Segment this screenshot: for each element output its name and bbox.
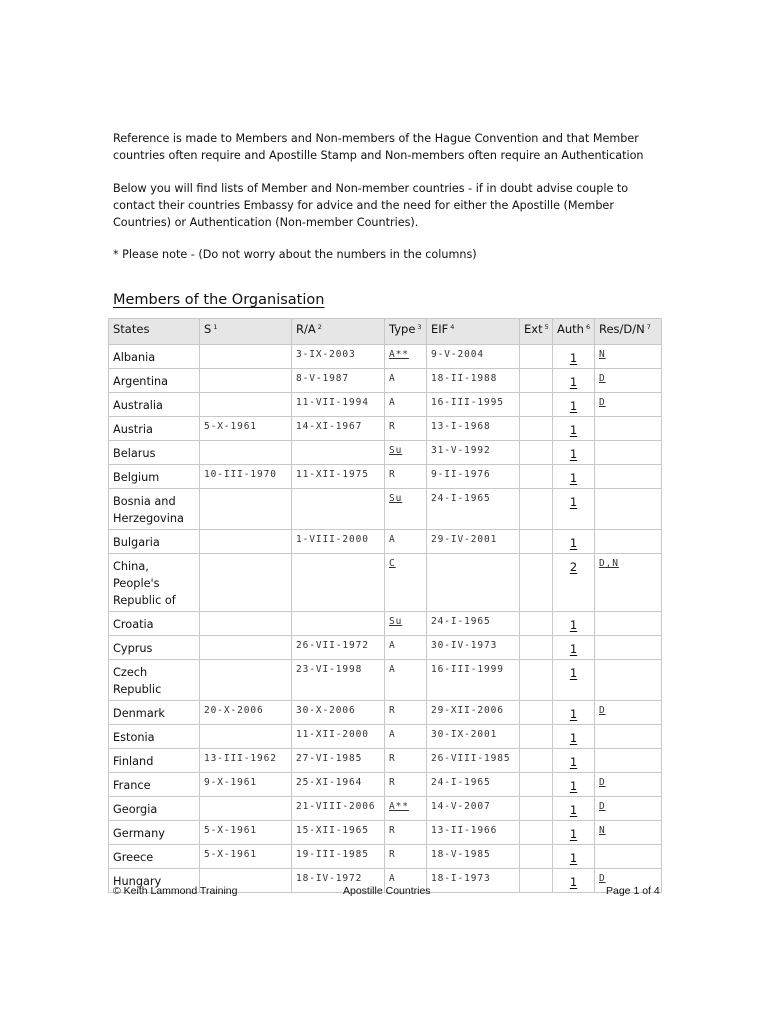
column-footnote-number: 4 — [450, 323, 455, 331]
entry-into-force-cell: 30-IX-2001 — [427, 725, 520, 749]
table-row — [109, 489, 662, 530]
signature-date-cell — [200, 554, 292, 612]
extensions-cell — [520, 725, 553, 749]
ratification-date-cell: 23-VI-1998 — [292, 660, 385, 701]
entry-into-force-cell: 18-V-1985 — [427, 845, 520, 869]
table-row — [109, 369, 662, 393]
column-header — [292, 319, 385, 345]
authorities-cell — [553, 417, 595, 441]
authorities-cell — [553, 393, 595, 417]
authorities-cell-link[interactable]: 1 — [569, 875, 578, 889]
column-header — [427, 319, 520, 345]
footer-copyright: © Keith Lammond Training — [113, 885, 238, 897]
reservations-cell — [595, 489, 662, 530]
type-cell-link[interactable]: Su — [389, 493, 403, 504]
reservations-cell — [595, 345, 662, 369]
extensions-cell — [520, 845, 553, 869]
extensions-cell — [520, 345, 553, 369]
authorities-cell-link[interactable]: 1 — [569, 707, 578, 721]
state-cell: Greece — [109, 845, 200, 869]
entry-into-force-cell: 24-I-1965 — [427, 489, 520, 530]
state-cell: Finland — [109, 749, 200, 773]
authorities-cell — [553, 530, 595, 554]
entry-into-force-cell: 16-III-1999 — [427, 660, 520, 701]
entry-into-force-cell: 13-II-1966 — [427, 821, 520, 845]
entry-into-force-cell: 9-V-2004 — [427, 345, 520, 369]
reservations-cell — [595, 821, 662, 845]
column-footnote-number: 6 — [585, 323, 591, 331]
extensions-cell — [520, 797, 553, 821]
entry-into-force-cell: 26-VIII-1985 — [427, 749, 520, 773]
column-header — [595, 319, 662, 345]
entry-into-force-cell: 13-I-1968 — [427, 417, 520, 441]
authorities-cell-link[interactable]: 1 — [569, 803, 578, 817]
reservations-cell-link[interactable]: N — [599, 349, 606, 360]
column-header-label: Ext — [524, 322, 543, 336]
extensions-cell — [520, 660, 553, 701]
signature-date-cell: 13-III-1962 — [200, 749, 292, 773]
type-cell — [385, 489, 427, 530]
type-cell-link[interactable]: A** — [389, 349, 409, 360]
table-row — [109, 797, 662, 821]
table-row — [109, 393, 662, 417]
authorities-cell-link[interactable]: 1 — [569, 495, 578, 509]
type-cell: A — [385, 530, 427, 554]
reservations-cell-link[interactable]: D,N — [599, 558, 619, 569]
type-cell-link[interactable]: A** — [389, 801, 409, 812]
signature-date-cell: 5-X-1961 — [200, 417, 292, 441]
extensions-cell — [520, 417, 553, 441]
table-row — [109, 612, 662, 636]
authorities-cell-link[interactable]: 1 — [569, 471, 578, 485]
authorities-cell — [553, 749, 595, 773]
state-cell: Bosnia and Herzegovina — [109, 489, 200, 530]
reservations-cell — [595, 369, 662, 393]
state-cell: Estonia — [109, 725, 200, 749]
table-row — [109, 701, 662, 725]
type-cell — [385, 441, 427, 465]
reservations-cell — [595, 845, 662, 869]
ratification-date-cell — [292, 489, 385, 530]
section-title: Members of the Organisation — [113, 292, 325, 309]
entry-into-force-cell: 16-III-1995 — [427, 393, 520, 417]
column-header-label: EIF — [431, 322, 449, 336]
extensions-cell — [520, 821, 553, 845]
extensions-cell — [520, 554, 553, 612]
type-cell-link[interactable]: Su — [389, 616, 403, 627]
reservations-cell — [595, 636, 662, 660]
authorities-cell-link[interactable]: 2 — [569, 560, 578, 574]
column-header-label: Auth — [557, 322, 584, 336]
state-cell: Belarus — [109, 441, 200, 465]
reservations-cell — [595, 612, 662, 636]
reservations-cell — [595, 773, 662, 797]
ratification-date-cell: 15-XII-1965 — [292, 821, 385, 845]
state-cell: Austria — [109, 417, 200, 441]
reservations-cell — [595, 660, 662, 701]
authorities-cell — [553, 489, 595, 530]
entry-into-force-cell: 18-I-1973 — [427, 869, 520, 893]
state-cell: Hungary — [109, 869, 200, 893]
reservations-cell-link[interactable]: N — [599, 825, 606, 836]
table-header-row — [109, 319, 662, 345]
signature-date-cell: 10-III-1970 — [200, 465, 292, 489]
authorities-cell-link[interactable]: 1 — [569, 536, 578, 550]
reservations-cell — [595, 749, 662, 773]
authorities-cell-link[interactable]: 1 — [569, 399, 578, 413]
type-cell — [385, 797, 427, 821]
authorities-cell-link[interactable]: 1 — [569, 423, 578, 437]
state-cell: Germany — [109, 821, 200, 845]
signature-date-cell — [200, 393, 292, 417]
table-row — [109, 725, 662, 749]
authorities-cell — [553, 554, 595, 612]
ratification-date-cell: 11-XII-1975 — [292, 465, 385, 489]
type-cell: A — [385, 393, 427, 417]
extensions-cell — [520, 465, 553, 489]
authorities-cell — [553, 345, 595, 369]
column-header-label: R/A — [296, 322, 316, 336]
table-row — [109, 636, 662, 660]
signature-date-cell — [200, 345, 292, 369]
note-paragraph — [113, 246, 673, 263]
column-header — [200, 319, 292, 345]
entry-into-force-cell: 24-I-1965 — [427, 612, 520, 636]
column-footnote-number: 1 — [213, 323, 218, 331]
ratification-date-cell: 18-IV-1972 — [292, 869, 385, 893]
ratification-date-cell: 11-XII-2000 — [292, 725, 385, 749]
authorities-cell — [553, 612, 595, 636]
entry-into-force-cell: 14-V-2007 — [427, 797, 520, 821]
ratification-date-cell: 30-X-2006 — [292, 701, 385, 725]
type-cell: A — [385, 636, 427, 660]
column-header-label: States — [113, 322, 150, 336]
ratification-date-cell: 11-VII-1994 — [292, 393, 385, 417]
intro-paragraph — [113, 130, 673, 164]
extensions-cell — [520, 530, 553, 554]
signature-date-cell — [200, 797, 292, 821]
type-cell: R — [385, 701, 427, 725]
ratification-date-cell — [292, 612, 385, 636]
authorities-cell-link[interactable]: 1 — [569, 618, 578, 632]
table-row — [109, 821, 662, 845]
authorities-cell-link[interactable]: 1 — [569, 779, 578, 793]
authorities-cell-link[interactable]: 1 — [569, 375, 578, 389]
instructions-text: Below you will find lists of Member and Non-member countries - if in doubt advise couple to contact their countries Embassy for advice and the need for either the Apostille (Member Countries) or Authentication (Non-member Countries). — [113, 182, 629, 229]
table-row — [109, 530, 662, 554]
authorities-cell — [553, 821, 595, 845]
signature-date-cell — [200, 441, 292, 465]
reservations-cell — [595, 701, 662, 725]
state-cell: Belgium — [109, 465, 200, 489]
table-row — [109, 345, 662, 369]
authorities-cell-link[interactable]: 1 — [569, 851, 578, 865]
reservations-cell — [595, 725, 662, 749]
authorities-cell — [553, 369, 595, 393]
type-cell: R — [385, 821, 427, 845]
footer-page-number: Page 1 of 4 — [606, 885, 660, 897]
authorities-cell-link[interactable]: 1 — [569, 755, 578, 769]
column-footnote-number: 3 — [417, 323, 422, 331]
column-header — [109, 319, 200, 345]
ratification-date-cell: 27-VI-1985 — [292, 749, 385, 773]
state-cell: Albania — [109, 345, 200, 369]
extensions-cell — [520, 612, 553, 636]
reservations-cell-link[interactable]: D — [599, 397, 606, 408]
entry-into-force-cell: 31-V-1992 — [427, 441, 520, 465]
instructions-paragraph — [113, 180, 673, 231]
type-cell: R — [385, 845, 427, 869]
signature-date-cell — [200, 612, 292, 636]
type-cell-link[interactable]: Su — [389, 445, 403, 456]
reservations-cell-link[interactable]: D — [599, 705, 606, 716]
reservations-cell — [595, 530, 662, 554]
entry-into-force-cell: 9-II-1976 — [427, 465, 520, 489]
table-body — [109, 345, 662, 893]
state-cell: Georgia — [109, 797, 200, 821]
authorities-cell — [553, 797, 595, 821]
column-footnote-number: 5 — [544, 323, 549, 331]
authorities-cell-link[interactable]: 1 — [569, 447, 578, 461]
column-footnote-number: 7 — [646, 323, 651, 331]
authorities-cell-link[interactable]: 1 — [569, 827, 578, 841]
signature-date-cell — [200, 530, 292, 554]
type-cell: R — [385, 749, 427, 773]
type-cell — [385, 345, 427, 369]
reservations-cell-link[interactable]: D — [599, 801, 606, 812]
signature-date-cell — [200, 489, 292, 530]
ratification-date-cell: 1-VIII-2000 — [292, 530, 385, 554]
reservations-cell-link[interactable]: D — [599, 873, 606, 884]
authorities-cell — [553, 701, 595, 725]
type-cell: A — [385, 869, 427, 893]
reservations-cell-link[interactable]: D — [599, 777, 606, 788]
state-cell: Croatia — [109, 612, 200, 636]
state-cell: Argentina — [109, 369, 200, 393]
ratification-date-cell: 14-XI-1967 — [292, 417, 385, 441]
extensions-cell — [520, 701, 553, 725]
authorities-cell — [553, 465, 595, 489]
signature-date-cell: 5-X-1961 — [200, 821, 292, 845]
entry-into-force-cell: 30-IV-1973 — [427, 636, 520, 660]
column-header-label: S — [204, 322, 212, 336]
reservations-cell-link[interactable]: D — [599, 373, 606, 384]
authorities-cell-link[interactable]: 1 — [569, 351, 578, 365]
column-header — [553, 319, 595, 345]
entry-into-force-cell: 18-II-1988 — [427, 369, 520, 393]
signature-date-cell: 20-X-2006 — [200, 701, 292, 725]
type-cell: R — [385, 773, 427, 797]
type-cell — [385, 554, 427, 612]
table-row — [109, 441, 662, 465]
authorities-cell — [553, 660, 595, 701]
column-footnote-number: 2 — [317, 323, 322, 331]
type-cell-link[interactable]: C — [389, 558, 396, 569]
table-row — [109, 554, 662, 612]
extensions-cell — [520, 489, 553, 530]
authorities-cell — [553, 773, 595, 797]
state-cell: China, People's Republic of — [109, 554, 200, 612]
state-cell: Denmark — [109, 701, 200, 725]
authorities-cell — [553, 441, 595, 465]
signature-date-cell — [200, 725, 292, 749]
signature-date-cell — [200, 369, 292, 393]
extensions-cell — [520, 441, 553, 465]
column-header — [385, 319, 427, 345]
authorities-cell-link[interactable]: 1 — [569, 666, 578, 680]
type-cell — [385, 612, 427, 636]
reservations-cell — [595, 417, 662, 441]
state-cell: Cyprus — [109, 636, 200, 660]
authorities-cell — [553, 845, 595, 869]
footer-document-title: Apostille Countries — [343, 885, 431, 897]
signature-date-cell: 9-X-1961 — [200, 773, 292, 797]
entry-into-force-cell: 24-I-1965 — [427, 773, 520, 797]
type-cell: R — [385, 417, 427, 441]
ratification-date-cell: 21-VIII-2006 — [292, 797, 385, 821]
entry-into-force-cell — [427, 554, 520, 612]
table-row — [109, 660, 662, 701]
ratification-date-cell: 3-IX-2003 — [292, 345, 385, 369]
type-cell: R — [385, 465, 427, 489]
table-row — [109, 845, 662, 869]
entry-into-force-cell: 29-IV-2001 — [427, 530, 520, 554]
reservations-cell — [595, 393, 662, 417]
extensions-cell — [520, 869, 553, 893]
table-row — [109, 417, 662, 441]
ratification-date-cell: 19-III-1985 — [292, 845, 385, 869]
extensions-cell — [520, 773, 553, 797]
authorities-cell-link[interactable]: 1 — [569, 642, 578, 656]
state-cell: France — [109, 773, 200, 797]
reservations-cell — [595, 465, 662, 489]
ratification-date-cell: 26-VII-1972 — [292, 636, 385, 660]
authorities-cell — [553, 725, 595, 749]
column-header-label: Type — [389, 322, 416, 336]
ratification-date-cell: 8-V-1987 — [292, 369, 385, 393]
signature-date-cell — [200, 660, 292, 701]
type-cell: A — [385, 369, 427, 393]
reservations-cell — [595, 797, 662, 821]
extensions-cell — [520, 749, 553, 773]
signature-date-cell — [200, 636, 292, 660]
type-cell: A — [385, 725, 427, 749]
column-header-label: Res/D/N — [599, 322, 645, 336]
entry-into-force-cell: 29-XII-2006 — [427, 701, 520, 725]
signature-date-cell: 5-X-1961 — [200, 845, 292, 869]
state-cell: Australia — [109, 393, 200, 417]
ratification-date-cell: 25-XI-1964 — [292, 773, 385, 797]
intro-text: Reference is made to Members and Non-members of the Hague Convention and that Member countries often require and Apostille Stamp and Non-members often require an Authentication — [113, 132, 644, 162]
type-cell: A — [385, 660, 427, 701]
reservations-cell — [595, 554, 662, 612]
authorities-cell — [553, 636, 595, 660]
table-row — [109, 749, 662, 773]
extensions-cell — [520, 636, 553, 660]
state-cell: Czech Republic — [109, 660, 200, 701]
authorities-cell-link[interactable]: 1 — [569, 731, 578, 745]
state-cell: Bulgaria — [109, 530, 200, 554]
note-text: * Please note - (Do not worry about the numbers in the columns) — [113, 248, 477, 261]
column-header — [520, 319, 553, 345]
ratification-date-cell — [292, 441, 385, 465]
ratification-date-cell — [292, 554, 385, 612]
extensions-cell — [520, 369, 553, 393]
table-row — [109, 465, 662, 489]
table-row — [109, 773, 662, 797]
reservations-cell — [595, 441, 662, 465]
authorities-cell — [553, 869, 595, 893]
extensions-cell — [520, 393, 553, 417]
members-table — [108, 318, 662, 893]
